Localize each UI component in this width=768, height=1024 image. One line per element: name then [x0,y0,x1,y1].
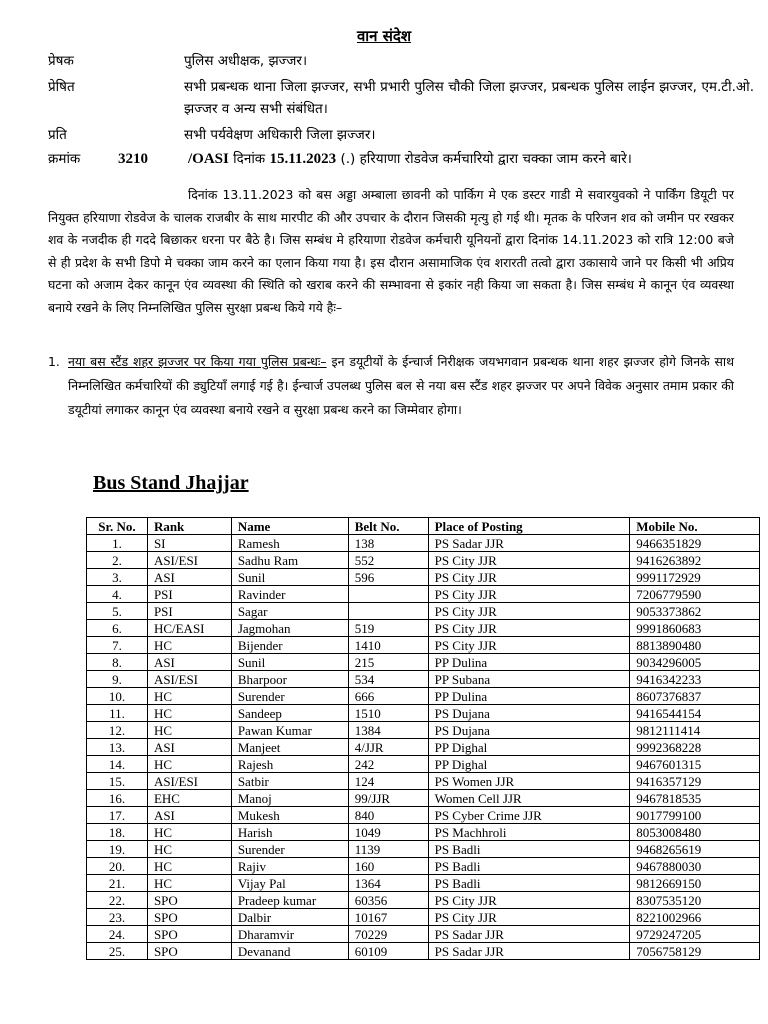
cell-sr-no: 8. [87,654,148,671]
cell-mobile-no: 9466351829 [630,535,760,552]
cell-mobile-no: 9416544154 [630,705,760,722]
ref-label: क्रमांक [48,151,81,167]
cell-belt-no: 160 [348,858,428,875]
cell-belt-no: 4/JJR [348,739,428,756]
cell-sr-no: 3. [87,569,148,586]
col-header-belt-no: Belt No. [348,518,428,535]
ref-number: 3210 [118,151,148,167]
recipient-value: सभी प्रबन्धक थाना जिला झज्जर, सभी प्रभारी पुलिस चौकी जिला झज्जर, प्रबन्धक पुलिस लाईन झज्जर, एम.टी.ओ. झज्जर व अन्य सभी संबंधित। [184,79,754,117]
cell-place-of-posting: PP Dighal [428,739,630,756]
cell-mobile-no: 9991860683 [630,620,760,637]
cell-mobile-no: 8307535120 [630,892,760,909]
cell-rank: ASI/ESI [147,773,231,790]
point-text: इन डयूटीयों के ईन्चार्ज निरीक्षक जयभगवान प्रबन्धक थाना शहर झज्जर होगे जिनके साथ निम्नलिखित कर्मचारियों की ड्युटियाँ लगाई गई है। ईन्चार्ज उपलब्ध पुलिस बल से नया बस स्टैंड शहर झज्जर पर अपने विवेक अनुसार तमाम प्रकार की डयूटीयां लगाकर कानून एंव व्यवस्था बनाये रखने व सुरक्षा प्रबन्ध करने का जिम्मेवार होगा। [68,354,735,417]
cell-mobile-no: 9416342233 [630,671,760,688]
cell-name: Surender [231,841,348,858]
table-row [87,926,760,943]
cell-belt-no: 60109 [348,943,428,960]
recipient-label: प्रेषित [48,79,75,95]
cell-sr-no: 17. [87,807,148,824]
cell-mobile-no: 8053008480 [630,824,760,841]
cell-belt-no: 1049 [348,824,428,841]
cell-rank: SPO [147,926,231,943]
ref-details [188,148,768,170]
table-row [87,722,760,739]
cell-belt-no: 124 [348,773,428,790]
cell-belt-no: 242 [348,756,428,773]
cell-belt-no: 10167 [348,909,428,926]
cell-name: Sadhu Ram [231,552,348,569]
cell-sr-no: 18. [87,824,148,841]
cell-sr-no: 9. [87,671,148,688]
table-header-row [87,518,760,535]
cell-name: Ravinder [231,586,348,603]
cell-name: Sagar [231,603,348,620]
personnel-table [86,517,760,960]
cell-mobile-no: 7056758129 [630,943,760,960]
cell-rank: ASI [147,569,231,586]
cell-place-of-posting: PS Sadar JJR [428,943,630,960]
cell-rank: PSI [147,586,231,603]
table-row [87,841,760,858]
cell-name: Dharamvir [231,926,348,943]
cell-mobile-no: 9467880030 [630,858,760,875]
table-header [87,518,760,535]
table-row [87,705,760,722]
cell-belt-no: 1410 [348,637,428,654]
cell-name: Pawan Kumar [231,722,348,739]
cell-rank: SPO [147,909,231,926]
section-title: Bus Stand Jhajjar [93,472,249,494]
cell-sr-no: 10. [87,688,148,705]
table-row [87,637,760,654]
table-row [87,909,760,926]
cell-belt-no [348,603,428,620]
table-row [87,943,760,960]
cell-rank: HC [147,841,231,858]
cell-name: Satbir [231,773,348,790]
cell-name: Sunil [231,654,348,671]
cell-place-of-posting: PS City JJR [428,586,630,603]
document-title: वान संदेश [356,27,412,45]
cell-name: Vijay Pal [231,875,348,892]
cell-rank: ASI [147,739,231,756]
cell-name: Jagmohan [231,620,348,637]
cell-place-of-posting: PS City JJR [428,620,630,637]
cell-name: Bharpoor [231,671,348,688]
table-row [87,875,760,892]
table-row [87,824,760,841]
cell-place-of-posting: PP Dulina [428,654,630,671]
table-row [87,756,760,773]
point-heading: नया बस स्टैंड शहर झज्जर पर किया गया पुलिस प्रबन्धः– [68,354,327,369]
cell-rank: HC [147,875,231,892]
ref-date-label: दिनांक [233,151,266,167]
cell-name: Manoj [231,790,348,807]
copy-value: सभी पर्यवेक्षण अधिकारी जिला झज्जर। [184,127,376,143]
cell-belt-no: 1139 [348,841,428,858]
cell-mobile-no: 9053373862 [630,603,760,620]
table-row [87,671,760,688]
cell-belt-no: 666 [348,688,428,705]
cell-rank: ASI [147,654,231,671]
sender-value: पुलिस अधीक्षक, झज्जर। [184,53,308,69]
cell-mobile-no: 9416357129 [630,773,760,790]
cell-sr-no: 12. [87,722,148,739]
cell-name: Dalbir [231,909,348,926]
cell-name: Bijender [231,637,348,654]
cell-mobile-no: 8607376837 [630,688,760,705]
cell-mobile-no: 9468265619 [630,841,760,858]
cell-sr-no: 11. [87,705,148,722]
cell-sr-no: 14. [87,756,148,773]
cell-sr-no: 16. [87,790,148,807]
cell-place-of-posting: PS Women JJR [428,773,630,790]
table-row [87,586,760,603]
cell-place-of-posting: Women Cell JJR [428,790,630,807]
table-row [87,620,760,637]
cell-rank: SPO [147,943,231,960]
cell-sr-no: 22. [87,892,148,909]
cell-rank: HC [147,858,231,875]
cell-mobile-no: 9992368228 [630,739,760,756]
table-row [87,858,760,875]
cell-rank: HC [147,824,231,841]
col-header-rank: Rank [147,518,231,535]
table-body [87,535,760,960]
cell-mobile-no: 9729247205 [630,926,760,943]
cell-rank: HC [147,756,231,773]
cell-sr-no: 7. [87,637,148,654]
cell-mobile-no: 9017799100 [630,807,760,824]
cell-rank: SI [147,535,231,552]
cell-belt-no: 99/JJR [348,790,428,807]
cell-sr-no: 5. [87,603,148,620]
cell-belt-no: 1364 [348,875,428,892]
cell-place-of-posting: PS Sadar JJR [428,535,630,552]
table-row [87,552,760,569]
cell-rank: PSI [147,603,231,620]
cell-belt-no: 1384 [348,722,428,739]
table-row [87,569,760,586]
cell-sr-no: 25. [87,943,148,960]
cell-mobile-no: 9812111414 [630,722,760,739]
table-row [87,807,760,824]
cell-belt-no: 70229 [348,926,428,943]
cell-name: Harish [231,824,348,841]
cell-place-of-posting: PS City JJR [428,909,630,926]
cell-belt-no: 215 [348,654,428,671]
cell-place-of-posting: PS Machhroli [428,824,630,841]
cell-sr-no: 13. [87,739,148,756]
cell-rank: ASI/ESI [147,552,231,569]
cell-mobile-no: 9991172929 [630,569,760,586]
col-header-sr-no: Sr. No. [87,518,148,535]
table-row [87,603,760,620]
cell-belt-no: 138 [348,535,428,552]
cell-place-of-posting: PS City JJR [428,637,630,654]
cell-place-of-posting: PS City JJR [428,892,630,909]
cell-mobile-no: 9812669150 [630,875,760,892]
cell-name: Rajesh [231,756,348,773]
cell-belt-no: 552 [348,552,428,569]
ref-code: /OASI [188,151,229,167]
cell-rank: HC [147,637,231,654]
cell-place-of-posting: PS City JJR [428,569,630,586]
col-header-name: Name [231,518,348,535]
copy-label: प्रति [48,127,67,143]
cell-rank: ASI/ESI [147,671,231,688]
cell-sr-no: 6. [87,620,148,637]
cell-rank: SPO [147,892,231,909]
cell-place-of-posting: PS Cyber Crime JJR [428,807,630,824]
cell-place-of-posting: PS City JJR [428,552,630,569]
cell-mobile-no: 8813890480 [630,637,760,654]
cell-mobile-no: 7206779590 [630,586,760,603]
cell-sr-no: 21. [87,875,148,892]
table-row [87,739,760,756]
table-row [87,790,760,807]
cell-sr-no: 1. [87,535,148,552]
cell-belt-no [348,586,428,603]
cell-sr-no: 2. [87,552,148,569]
cell-sr-no: 4. [87,586,148,603]
cell-name: Pradeep kumar [231,892,348,909]
table-row [87,654,760,671]
table-row [87,688,760,705]
cell-sr-no: 20. [87,858,148,875]
cell-name: Sunil [231,569,348,586]
cell-name: Ramesh [231,535,348,552]
cell-place-of-posting: PP Dulina [428,688,630,705]
cell-name: Sandeep [231,705,348,722]
cell-rank: HC [147,688,231,705]
table-row [87,892,760,909]
cell-sr-no: 15. [87,773,148,790]
cell-belt-no: 1510 [348,705,428,722]
cell-place-of-posting: PP Dighal [428,756,630,773]
cell-belt-no: 519 [348,620,428,637]
cell-mobile-no: 9034296005 [630,654,760,671]
cell-mobile-no: 9467601315 [630,756,760,773]
cell-name: Devanand [231,943,348,960]
cell-place-of-posting: PS Badli [428,875,630,892]
col-header-mobile-no: Mobile No. [630,518,760,535]
point-number: 1. [48,354,60,369]
cell-name: Surender [231,688,348,705]
col-header-place-of-posting: Place of Posting [428,518,630,535]
table-row [87,773,760,790]
cell-belt-no: 596 [348,569,428,586]
cell-place-of-posting: PS Dujana [428,722,630,739]
cell-rank: ASI [147,807,231,824]
cell-rank: EHC [147,790,231,807]
ref-date: 15.11.2023 [269,151,337,167]
cell-name: Rajiv [231,858,348,875]
cell-rank: HC/EASI [147,620,231,637]
cell-belt-no: 534 [348,671,428,688]
cell-place-of-posting: PS City JJR [428,603,630,620]
point-text-block [68,350,734,422]
cell-place-of-posting: PS Badli [428,858,630,875]
body-paragraph: दिनांक 13.11.2023 को बस अड्डा अम्बाला छावनी को पार्किग मे एक डस्टर गाडी मे सवारयुवको ने पार्किंग डियूटी पर नियुक्त हरियाणा रोडवेज के चालक राजबीर के साथ मारपीट की और उपचार के दौरान जिसकी मृत्यु हो गई थी। मृतक के परिजन शव को जमीन पर रखकर शव के नजदीक ही गददे बिछाकर धरना पर बैठे है। जिस सम्बंध मे हरियाणा रोडवेज कर्मचारी यूनियनों द्वारा दिनांक 14.11.2023 को रात्रि 12:00 बजे से ही प्रदेश के सभी डिपो मे चक्का जाम करने का एलान किया गया है। इस दौरान असामाजिक एंव शरारती तत्वो द्वारा उकासाये जाने पर किसी भी अप्रिय घटना को अजाम देकर कानून एंव व्यवस्था की स्थिति को खराब करने की सम्भावना से इकांर नही किया जा सकता है। जिस सम्बंध मे कानून एंव व्यवस्था बनाये रखने के लिए निम्नलिखित पुलिस सुरक्षा प्रबन्ध किये गये हैः– [48,187,734,315]
cell-rank: HC [147,722,231,739]
cell-mobile-no: 8221002966 [630,909,760,926]
cell-sr-no: 24. [87,926,148,943]
cell-place-of-posting: PS Dujana [428,705,630,722]
sender-label: प्रेषक [48,53,74,69]
cell-sr-no: 19. [87,841,148,858]
cell-mobile-no: 9416263892 [630,552,760,569]
cell-rank: HC [147,705,231,722]
cell-mobile-no: 9467818535 [630,790,760,807]
cell-sr-no: 23. [87,909,148,926]
table-row [87,535,760,552]
cell-belt-no: 60356 [348,892,428,909]
cell-belt-no: 840 [348,807,428,824]
cell-place-of-posting: PS Badli [428,841,630,858]
cell-name: Mukesh [231,807,348,824]
ref-subject: (.) हरियाणा रोडवेज कर्मचारियो द्वारा चक्का जाम करने बारे। [340,151,632,167]
cell-name: Manjeet [231,739,348,756]
cell-place-of-posting: PS Sadar JJR [428,926,630,943]
cell-place-of-posting: PP Subana [428,671,630,688]
